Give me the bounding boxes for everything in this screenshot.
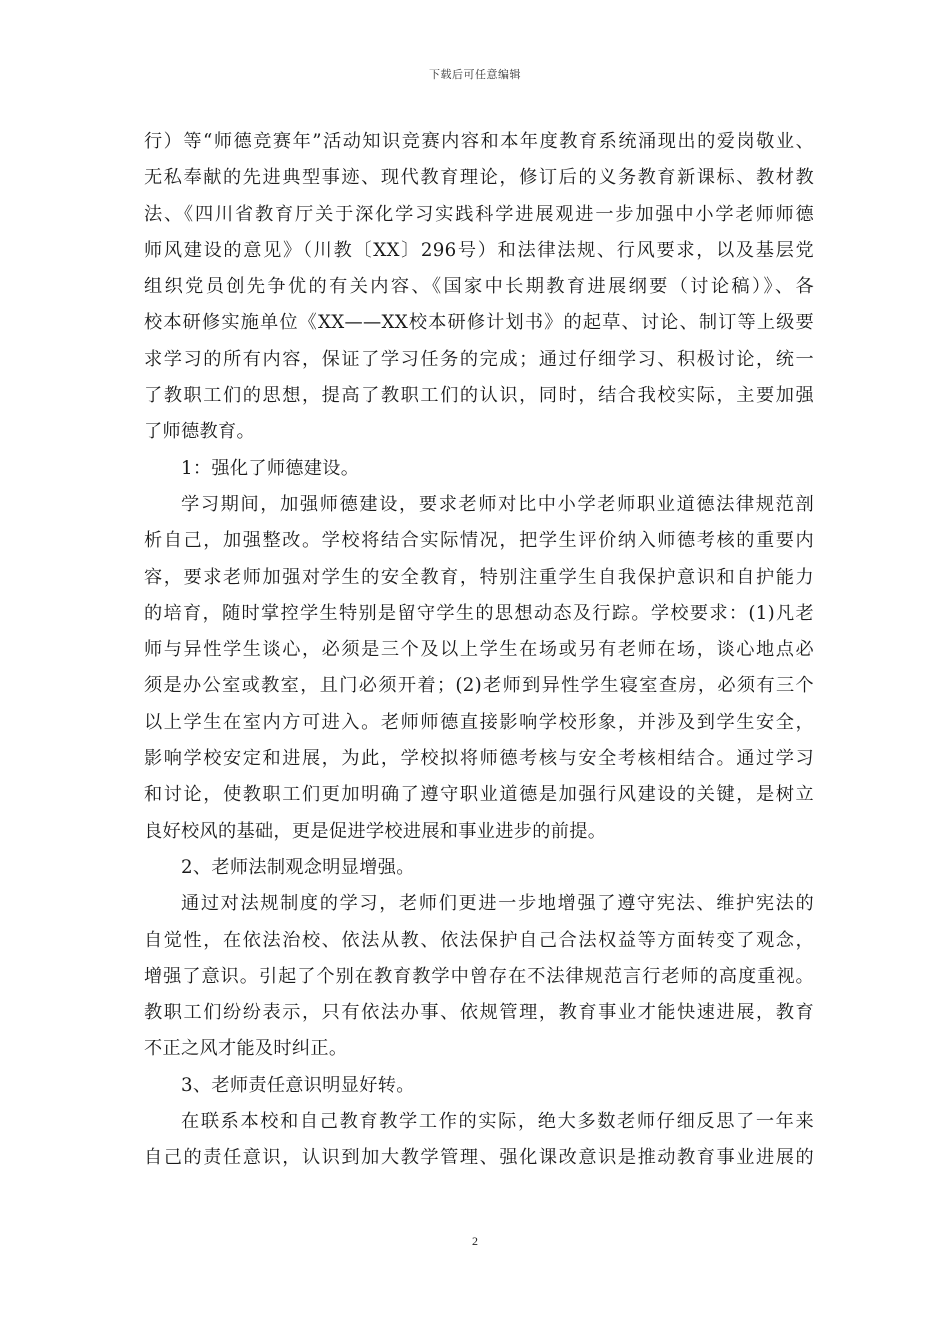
text-line: 析自己，加强整改。学校将结合实际情况，把学生评价纳入师德考核的重要内 bbox=[144, 530, 814, 552]
text-line: 教职工们纷纷表示，只有依法办事、依规管理，教育事业才能快速进展，教育 bbox=[144, 1002, 814, 1024]
page-header: 下载后可任意编辑 bbox=[429, 68, 521, 81]
text-line: 在联系本校和自己教育教学工作的实际，绝大多数老师仔细反思了一年来 bbox=[181, 1111, 814, 1133]
text-line: 师与异性学生谈心，必须是三个及以上学生在场或另有老师在场，谈心地点必 bbox=[144, 639, 814, 661]
text-line: 以上学生在室内方可进入。老师师德直接影响学校形象，并涉及到学生安全， bbox=[144, 711, 814, 733]
text-line: 和讨论，使教职工们更加明确了遵守职业道德是加强行风建设的关键，是树立 bbox=[144, 784, 814, 806]
page-number: 2 bbox=[472, 1234, 478, 1248]
text-line: 须是办公室或教室，且门必须开着；(2)老师到异性学生寝室查房，必须有三个 bbox=[144, 675, 814, 697]
text-line: 通过对法规制度的学习，老师们更进一步地增强了遵守宪法、维护宪法的 bbox=[181, 893, 814, 915]
text-line: 容，要求老师加强对学生的安全教育，特别注重学生自我保护意识和自护能力 bbox=[144, 566, 814, 588]
text-line: 3、老师责任意识明显好转。 bbox=[181, 1074, 415, 1096]
text-line: 良好校风的基础，更是促进学校进展和事业进步的前提。 bbox=[144, 820, 607, 842]
text-line: 求学习的所有内容，保证了学习任务的完成；通过仔细学习、积极讨论，统一 bbox=[144, 348, 814, 370]
text-line: 无私奉献的先进典型事迹、现代教育理论，修订后的义务教育新课标、教材教 bbox=[144, 167, 814, 189]
text-line: 了师德教育。 bbox=[144, 421, 255, 443]
text-line: 影响学校安定和进展，为此，学校拟将师德考核与安全考核相结合。通过学习 bbox=[144, 748, 814, 770]
text-line: 了教职工们的思想，提高了教职工们的认识，同时，结合我校实际，主要加强 bbox=[144, 385, 814, 407]
text-line: 学习期间，加强师德建设，要求老师对比中小学老师职业道德法律规范剖 bbox=[181, 493, 814, 515]
text-line: 2、老师法制观念明显增强。 bbox=[181, 856, 415, 878]
text-line: 法、《四川省教育厅关于深化学习实践科学进展观进一步加强中小学老师师德 bbox=[144, 203, 814, 225]
text-line: 校本研修实施单位《XX——XX校本研修计划书》的起草、讨论、制订等上级要 bbox=[144, 312, 814, 334]
text-line: 不正之风才能及时纠正。 bbox=[144, 1038, 348, 1060]
text-line: 行）等“师德竞赛年”活动知识竞赛内容和本年度教育系统涌现出的爱岗敬业、 bbox=[144, 131, 814, 152]
text-line: 的培育，随时掌控学生特别是留守学生的思想动态及行踪。学校要求：(1)凡老 bbox=[144, 602, 814, 624]
text-line: 增强了意识。引起了个别在教育教学中曾存在不法律规范言行老师的高度重视。 bbox=[144, 965, 814, 987]
text-line: 自己的责任意识，认识到加大教学管理、强化课改意识是推动教育事业进展的 bbox=[144, 1147, 814, 1169]
document-body bbox=[144, 124, 814, 1177]
text-line: 组织党员创先争优的有关内容、《国家中长期教育进展纲要（讨论稿）》、各 bbox=[144, 276, 814, 298]
text-line: 师风建设的意见》（川教〔XX〕296号）和法律法规、行风要求，以及基层党 bbox=[144, 239, 814, 261]
text-line: 1：强化了师德建设。 bbox=[181, 457, 360, 479]
text-line: 自觉性，在依法治校、依法从教、依法保护自己合法权益等方面转变了观念， bbox=[144, 929, 814, 951]
